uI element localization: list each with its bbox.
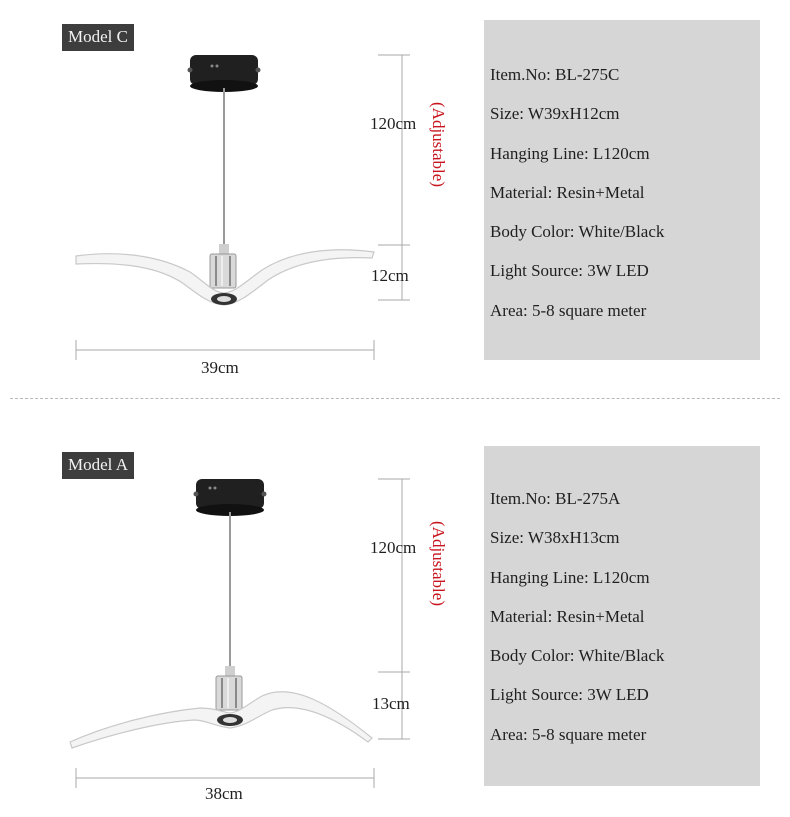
body-height-label: 12cm (371, 266, 409, 285)
spec-area: Area: 5-8 square meter (490, 724, 647, 744)
seagull-pendant-lamp-icon (0, 424, 480, 814)
spec-material: Material: Resin+Metal (490, 606, 645, 626)
section-divider (10, 398, 780, 399)
spec-item-number: Item.No: BL-275C (490, 65, 620, 84)
model-label: Model A (62, 452, 134, 479)
adjustable-note: (Adjustable) (429, 521, 448, 606)
spec-panel (484, 446, 760, 786)
line-length-label: 120cm (370, 538, 417, 557)
spec-hanging-line: Hanging Line: L120cm (490, 143, 650, 163)
spec-hanging-line: Hanging Line: L120cm (490, 567, 650, 587)
spec-item-number: Item.No: BL-275A (490, 489, 621, 508)
spec-size: Size: W39xH12cm (490, 104, 620, 124)
width-label: 39cm (201, 358, 239, 377)
spec-size: Size: W38xH13cm (490, 528, 620, 548)
spec-list (490, 64, 664, 339)
model-c-section (0, 0, 790, 390)
width-label: 38cm (205, 784, 243, 803)
body-height-label: 13cm (372, 694, 410, 713)
spec-panel (484, 20, 760, 360)
spec-body-color: Body Color: White/Black (490, 646, 665, 666)
seagull-pendant-lamp-icon (0, 0, 480, 390)
spec-material: Material: Resin+Metal (490, 182, 645, 202)
ceiling-canopy-icon (194, 479, 267, 516)
spec-light-source: Light Source: 3W LED (490, 685, 649, 705)
model-label: Model C (62, 24, 134, 51)
adjustable-note: (Adjustable) (429, 102, 448, 187)
line-length-label: 120cm (370, 114, 417, 133)
spec-list (490, 488, 664, 763)
spec-body-color: Body Color: White/Black (490, 222, 665, 242)
model-a-section (0, 424, 790, 814)
ceiling-canopy-icon (188, 55, 261, 92)
spec-light-source: Light Source: 3W LED (490, 261, 649, 281)
spec-area: Area: 5-8 square meter (490, 300, 647, 320)
